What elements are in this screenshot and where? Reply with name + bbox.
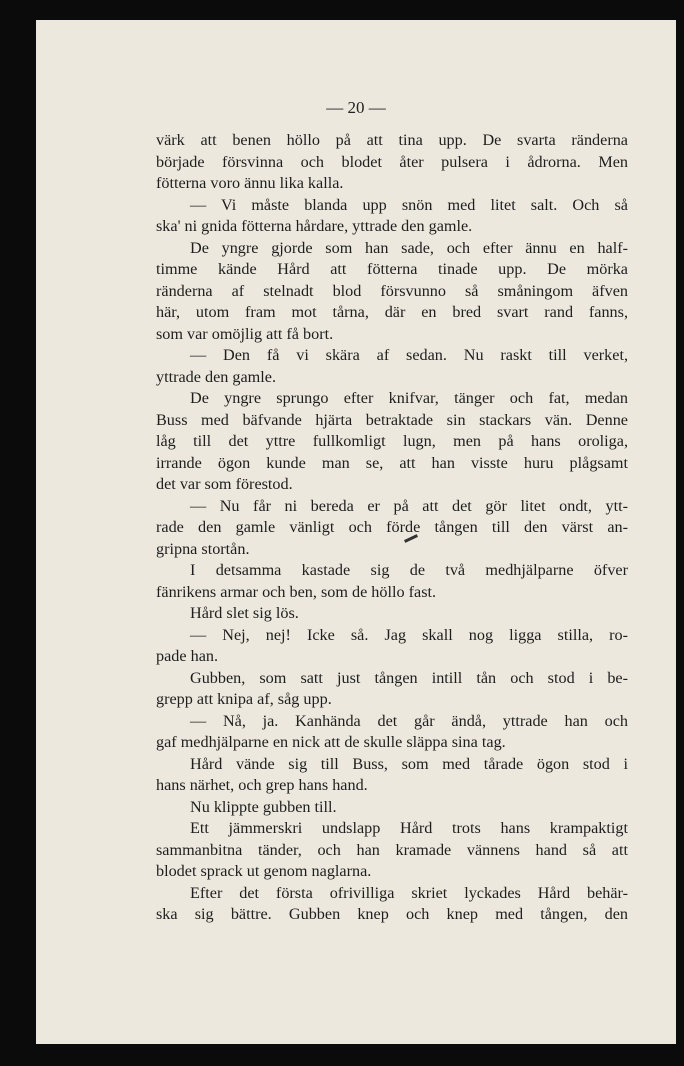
text-line: det var som förestod. xyxy=(156,475,293,493)
text-line: pade han. xyxy=(156,647,219,665)
text-line: Hård vände sig till Buss, som med tårade ögon stod i xyxy=(190,754,628,773)
text-line: Efter det första ofrivilliga skriet lyckades Hård behär- xyxy=(190,883,628,902)
text-line: — Den få vi skära af sedan. Nu raskt till verket, xyxy=(190,346,628,364)
text-line: Buss med bäfvande hjärta betraktade sin stackars vän. Denne xyxy=(156,410,628,429)
text-line: — Vi måste blanda upp snön med litet salt. Och så xyxy=(190,195,628,214)
text-line: Nu klippte gubben till. xyxy=(190,797,337,816)
text-line: Ett jämmerskri undslapp Hård trots hans krampaktigt xyxy=(190,819,628,837)
text-line: De yngre sprungo efter knifvar, tänger och fat, medan xyxy=(190,389,628,407)
text-line: ränderna af stelnadt blod försvunno så småningom äfven xyxy=(156,281,628,300)
text-line: grepp att knipa af, såg upp. xyxy=(156,690,332,708)
text-line: Gubben, som satt just tången intill tån och stod i be- xyxy=(190,668,628,687)
text-line: yttrade den gamle. xyxy=(156,367,277,386)
text-line: ska' ni gnida fötterna hårdare, yttrade den gamle. xyxy=(156,217,473,235)
text-line: fänrikens armar och ben, som de höllo fast. xyxy=(156,582,437,601)
text-line: som var omöjlig att få bort. xyxy=(156,324,334,343)
page-number: — 20 — xyxy=(326,98,386,117)
text-line: — Nå, ja. Kanhända det går ändå, yttrade han och xyxy=(190,711,628,730)
text-line: gripna stortån. xyxy=(156,539,250,558)
text-line: rade den gamle vänligt och förde tången till den värst an- xyxy=(156,518,628,536)
text-line: blodet sprack ut genom naglarna. xyxy=(156,862,372,880)
text-line: hans närhet, och grep hans hand. xyxy=(156,776,368,794)
text-line: började försvinna och blodet åter pulsera i ådrorna. Men xyxy=(156,152,628,171)
text-line: sammanbitna tänder, och han kramade vännens hand så att xyxy=(156,840,628,859)
text-line: värk att benen höllo på att tina upp. De svarta ränderna xyxy=(156,131,628,149)
text-line: — Nej, nej! Icke så. Jag skall nog ligga stilla, ro- xyxy=(190,625,628,644)
text-line: ska sig bättre. Gubben knep och knep med tången, den xyxy=(156,905,628,923)
text-line: timme kände Hård att fötterna tinade upp. De mörka xyxy=(156,260,628,278)
text-line: här, utom fram mot tårna, där en bred svart rand fanns, xyxy=(156,303,628,321)
book-page xyxy=(36,20,676,1044)
text-line: låg till det yttre fullkomligt lugn, men på hans oroliga, xyxy=(156,432,628,450)
text-line: gaf medhjälparne en nick att de skulle släppa sina tag. xyxy=(156,733,506,751)
text-line: fötterna voro ännu lika kalla. xyxy=(156,174,344,192)
text-line: irrande ögon kunde man se, att han visste huru plågsamt xyxy=(156,453,628,472)
text-line: De yngre gjorde som han sade, och efter ännu en half- xyxy=(190,238,628,257)
text-line: — Nu får ni bereda er på att det gör litet ondt, ytt- xyxy=(190,496,628,515)
body-text xyxy=(156,130,628,926)
text-line: Hård slet sig lös. xyxy=(190,604,299,622)
text-line: I detsamma kastade sig de två medhjälparne öfver xyxy=(190,561,628,579)
